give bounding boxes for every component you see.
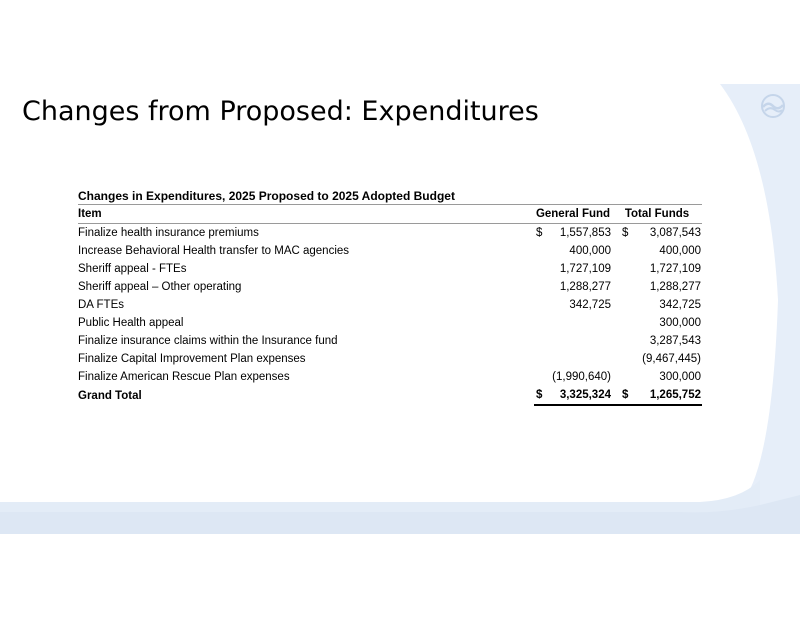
- header-item: Item: [78, 205, 534, 224]
- row-total-funds: [612, 332, 702, 350]
- total-total-funds: [612, 386, 702, 405]
- amount: 342,725: [659, 299, 701, 311]
- amount: 300,000: [659, 317, 701, 329]
- row-total-funds: [612, 260, 702, 278]
- currency-sign: [612, 263, 622, 275]
- amount: 1,288,277: [559, 281, 611, 293]
- currency-sign: [534, 263, 536, 275]
- amount: 3,325,324: [559, 389, 611, 401]
- row-item: Public Health appeal: [78, 317, 184, 329]
- amount: 3,087,543: [649, 227, 701, 239]
- table-row: [78, 314, 702, 332]
- currency-sign: [612, 245, 622, 257]
- currency-sign: [612, 353, 622, 365]
- row-general-fund: [534, 296, 612, 314]
- amount: 1,265,752: [649, 389, 701, 401]
- currency-sign: [612, 317, 622, 329]
- table-row: [78, 260, 702, 278]
- page-title: Changes from Proposed: Expenditures: [22, 96, 539, 127]
- currency-sign: [534, 245, 536, 257]
- row-general-fund: [534, 368, 612, 386]
- row-item: Finalize Capital Improvement Plan expenses: [78, 353, 306, 365]
- table-row: [78, 350, 702, 368]
- currency-sign: [534, 371, 536, 383]
- table-caption: Changes in Expenditures, 2025 Proposed to 2025 Adopted Budget: [78, 188, 702, 205]
- table-row: [78, 296, 702, 314]
- row-total-funds: [612, 350, 702, 368]
- row-item: Finalize American Rescue Plan expenses: [78, 371, 290, 383]
- amount: (9,467,445): [642, 353, 701, 365]
- row-total-funds: [612, 278, 702, 296]
- amount: 342,725: [569, 299, 611, 311]
- row-total-funds: [612, 314, 702, 332]
- row-item: Finalize insurance claims within the Insurance fund: [78, 335, 338, 347]
- row-total-funds: [612, 242, 702, 260]
- amount: 1,288,277: [649, 281, 701, 293]
- header-general-fund: General Fund: [534, 205, 612, 224]
- row-general-fund: [534, 242, 612, 260]
- row-total-funds: [612, 368, 702, 386]
- amount: (1,990,640): [552, 371, 611, 383]
- amount: 400,000: [569, 245, 611, 257]
- row-general-fund: [534, 224, 612, 243]
- currency-sign: [612, 371, 622, 383]
- currency-sign: [612, 281, 622, 293]
- currency-sign: [612, 335, 622, 347]
- row-item: Finalize health insurance premiums: [78, 227, 259, 239]
- row-general-fund: [534, 314, 612, 332]
- expenditure-changes-table: [78, 188, 702, 406]
- currency-sign: $: [536, 227, 543, 239]
- row-item: Sheriff appeal – Other operating: [78, 281, 242, 293]
- agency-logo-icon: [758, 93, 788, 119]
- currency-sign: [612, 299, 622, 311]
- table-row: [78, 224, 702, 243]
- grand-total-row: [78, 386, 702, 405]
- row-item: DA FTEs: [78, 299, 125, 311]
- row-total-funds: [612, 296, 702, 314]
- total-general-fund: [534, 386, 612, 405]
- currency-sign: $: [622, 389, 629, 401]
- amount: 1,727,109: [649, 263, 701, 275]
- row-total-funds: [612, 224, 702, 243]
- header-total-funds: Total Funds: [612, 205, 702, 224]
- row-general-fund: [534, 332, 612, 350]
- amount: 400,000: [659, 245, 701, 257]
- header-row: [78, 205, 702, 224]
- row-general-fund: [534, 260, 612, 278]
- currency-sign: $: [622, 227, 629, 239]
- table-row: [78, 332, 702, 350]
- data-table: [78, 205, 702, 406]
- currency-sign: [534, 299, 536, 311]
- currency-sign: [534, 281, 536, 293]
- table-row: [78, 368, 702, 386]
- table-row: [78, 242, 702, 260]
- row-item: Sheriff appeal - FTEs: [78, 263, 187, 275]
- row-general-fund: [534, 350, 612, 368]
- amount: 300,000: [659, 371, 701, 383]
- amount: 3,287,543: [649, 335, 701, 347]
- total-label: Grand Total: [78, 389, 142, 402]
- amount: 1,727,109: [559, 263, 611, 275]
- row-general-fund: [534, 278, 612, 296]
- row-item: Increase Behavioral Health transfer to MAC agencies: [78, 245, 350, 257]
- amount: 1,557,853: [559, 227, 611, 239]
- table-row: [78, 278, 702, 296]
- currency-sign: $: [536, 389, 543, 401]
